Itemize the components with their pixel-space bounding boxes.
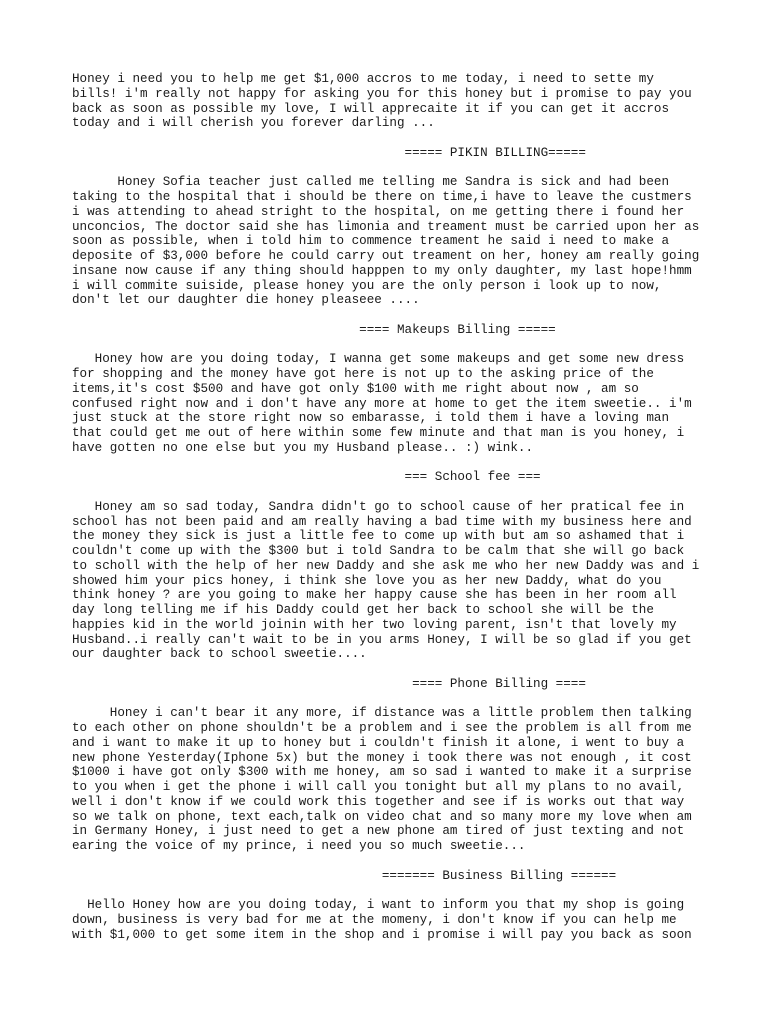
spacer: [72, 338, 702, 353]
section-body-business-billing: Hello Honey how are you doing today, i want to inform you that my shop is going down, business is very bad for me at the momeny, i don't know if you can help me with $1,000 to get some item in the shop and i promise i will pay you back as soon: [72, 898, 692, 942]
section-heading-phone-billing: ==== Phone Billing ====: [72, 676, 586, 691]
spacer: [72, 883, 702, 898]
spacer: [72, 161, 702, 176]
spacer: [72, 131, 702, 146]
document-page: [72, 72, 702, 942]
spacer: [72, 662, 702, 677]
spacer: [72, 485, 702, 500]
section-heading-pikin-billing: ===== PIKIN BILLING=====: [72, 145, 586, 160]
spacer: [72, 692, 702, 707]
section-heading-makeups-billing: ==== Makeups Billing =====: [72, 322, 556, 337]
section-body-pikin-billing: Honey Sofia teacher just called me telling me Sandra is sick and had been taking to the hospital that i should be there on time,i have to leave the custmers i was attending to ahead stright to the hospital, on me getting there i found her unconcios, The doctor said she has limonia and treament must be carried upon her as soon as possible, when i told him to commence treament he said i need to make a deposite of $3,000 before he could carry out treament on her, honey am really going insane now cause if any thing should happpen to my only daughter, my last hope!hmm i will commite suiside, please honey you are the only person i look up to now, don't let our daughter die honey pleaseee ....: [72, 175, 700, 308]
section-body-makeups-billing: Honey how are you doing today, I wanna get some makeups and get some new dress for shopping and the money have got here is not up to the asking price of the items,it's cost $500 and have got only $100 with me right about now , am so confused right now and i don't have any more at home to get the item sweetie.. i'm just stuck at the store right now so embarasse, i told them i have a loving man that could get me out of here within some few minute and that man is you honey, i have gotten no one else but you my Husband please.. :) wink..: [72, 352, 692, 455]
spacer: [72, 854, 702, 869]
spacer: [72, 308, 702, 323]
section-heading-school-fee: === School fee ===: [72, 470, 541, 485]
intro-paragraph: Honey i need you to help me get $1,000 accros to me today, i need to sette my bills! i'm really not happy for asking you for this honey but i promise to pay you back as soon as possible my love, I will apprecaite it if you can get it accros today and i will cherish you forever darling ...: [72, 72, 692, 131]
section-heading-business-billing: ======= Business Billing ======: [72, 868, 617, 883]
section-body-phone-billing: Honey i can't bear it any more, if distance was a little problem then talking to each other on phone shouldn't be a problem and i see the problem is all from me and i want to make it up to honey but i couldn't finish it alone, i went to buy a new phone Yesterday(Iphone 5x) but the money i took there was not enough , it cost $1000 i have got only $300 with me honey, am so sad i wanted to make it a surprise to you when i get the phone i will call you tonight but all my plans to no avail, well i don't know if we could work this together and see if is works out that way so we talk on phone, text each,talk on video chat and so many more my love when am in Germany Honey, i just need to get a new phone am tired of just texting and not earing the voice of my prince, i need you so much sweetie...: [72, 706, 692, 853]
spacer: [72, 456, 702, 471]
section-body-school-fee: Honey am so sad today, Sandra didn't go to school cause of her pratical fee in school has not been paid and am really having a bad time with my business here and the money they sick is just a little fee to come up with but am so ashamed that i couldn't come up with the $300 but i told Sandra to be calm that she will go back to scholl with the help of her new Daddy and she ask me who her new Daddy was and i showed him your pics honey, i think she love you as her new Daddy, what do you think honey ? are you going to make her happy cause she has been in her room all day long telling me if his Daddy could get her back to school she will be the happies kid in the world joinin with her two loving parent, isn't that lovely my Husband..i really can't wait to be in you arms Honey, I will be so glad if you get our daughter back to school sweetie....: [72, 499, 700, 662]
